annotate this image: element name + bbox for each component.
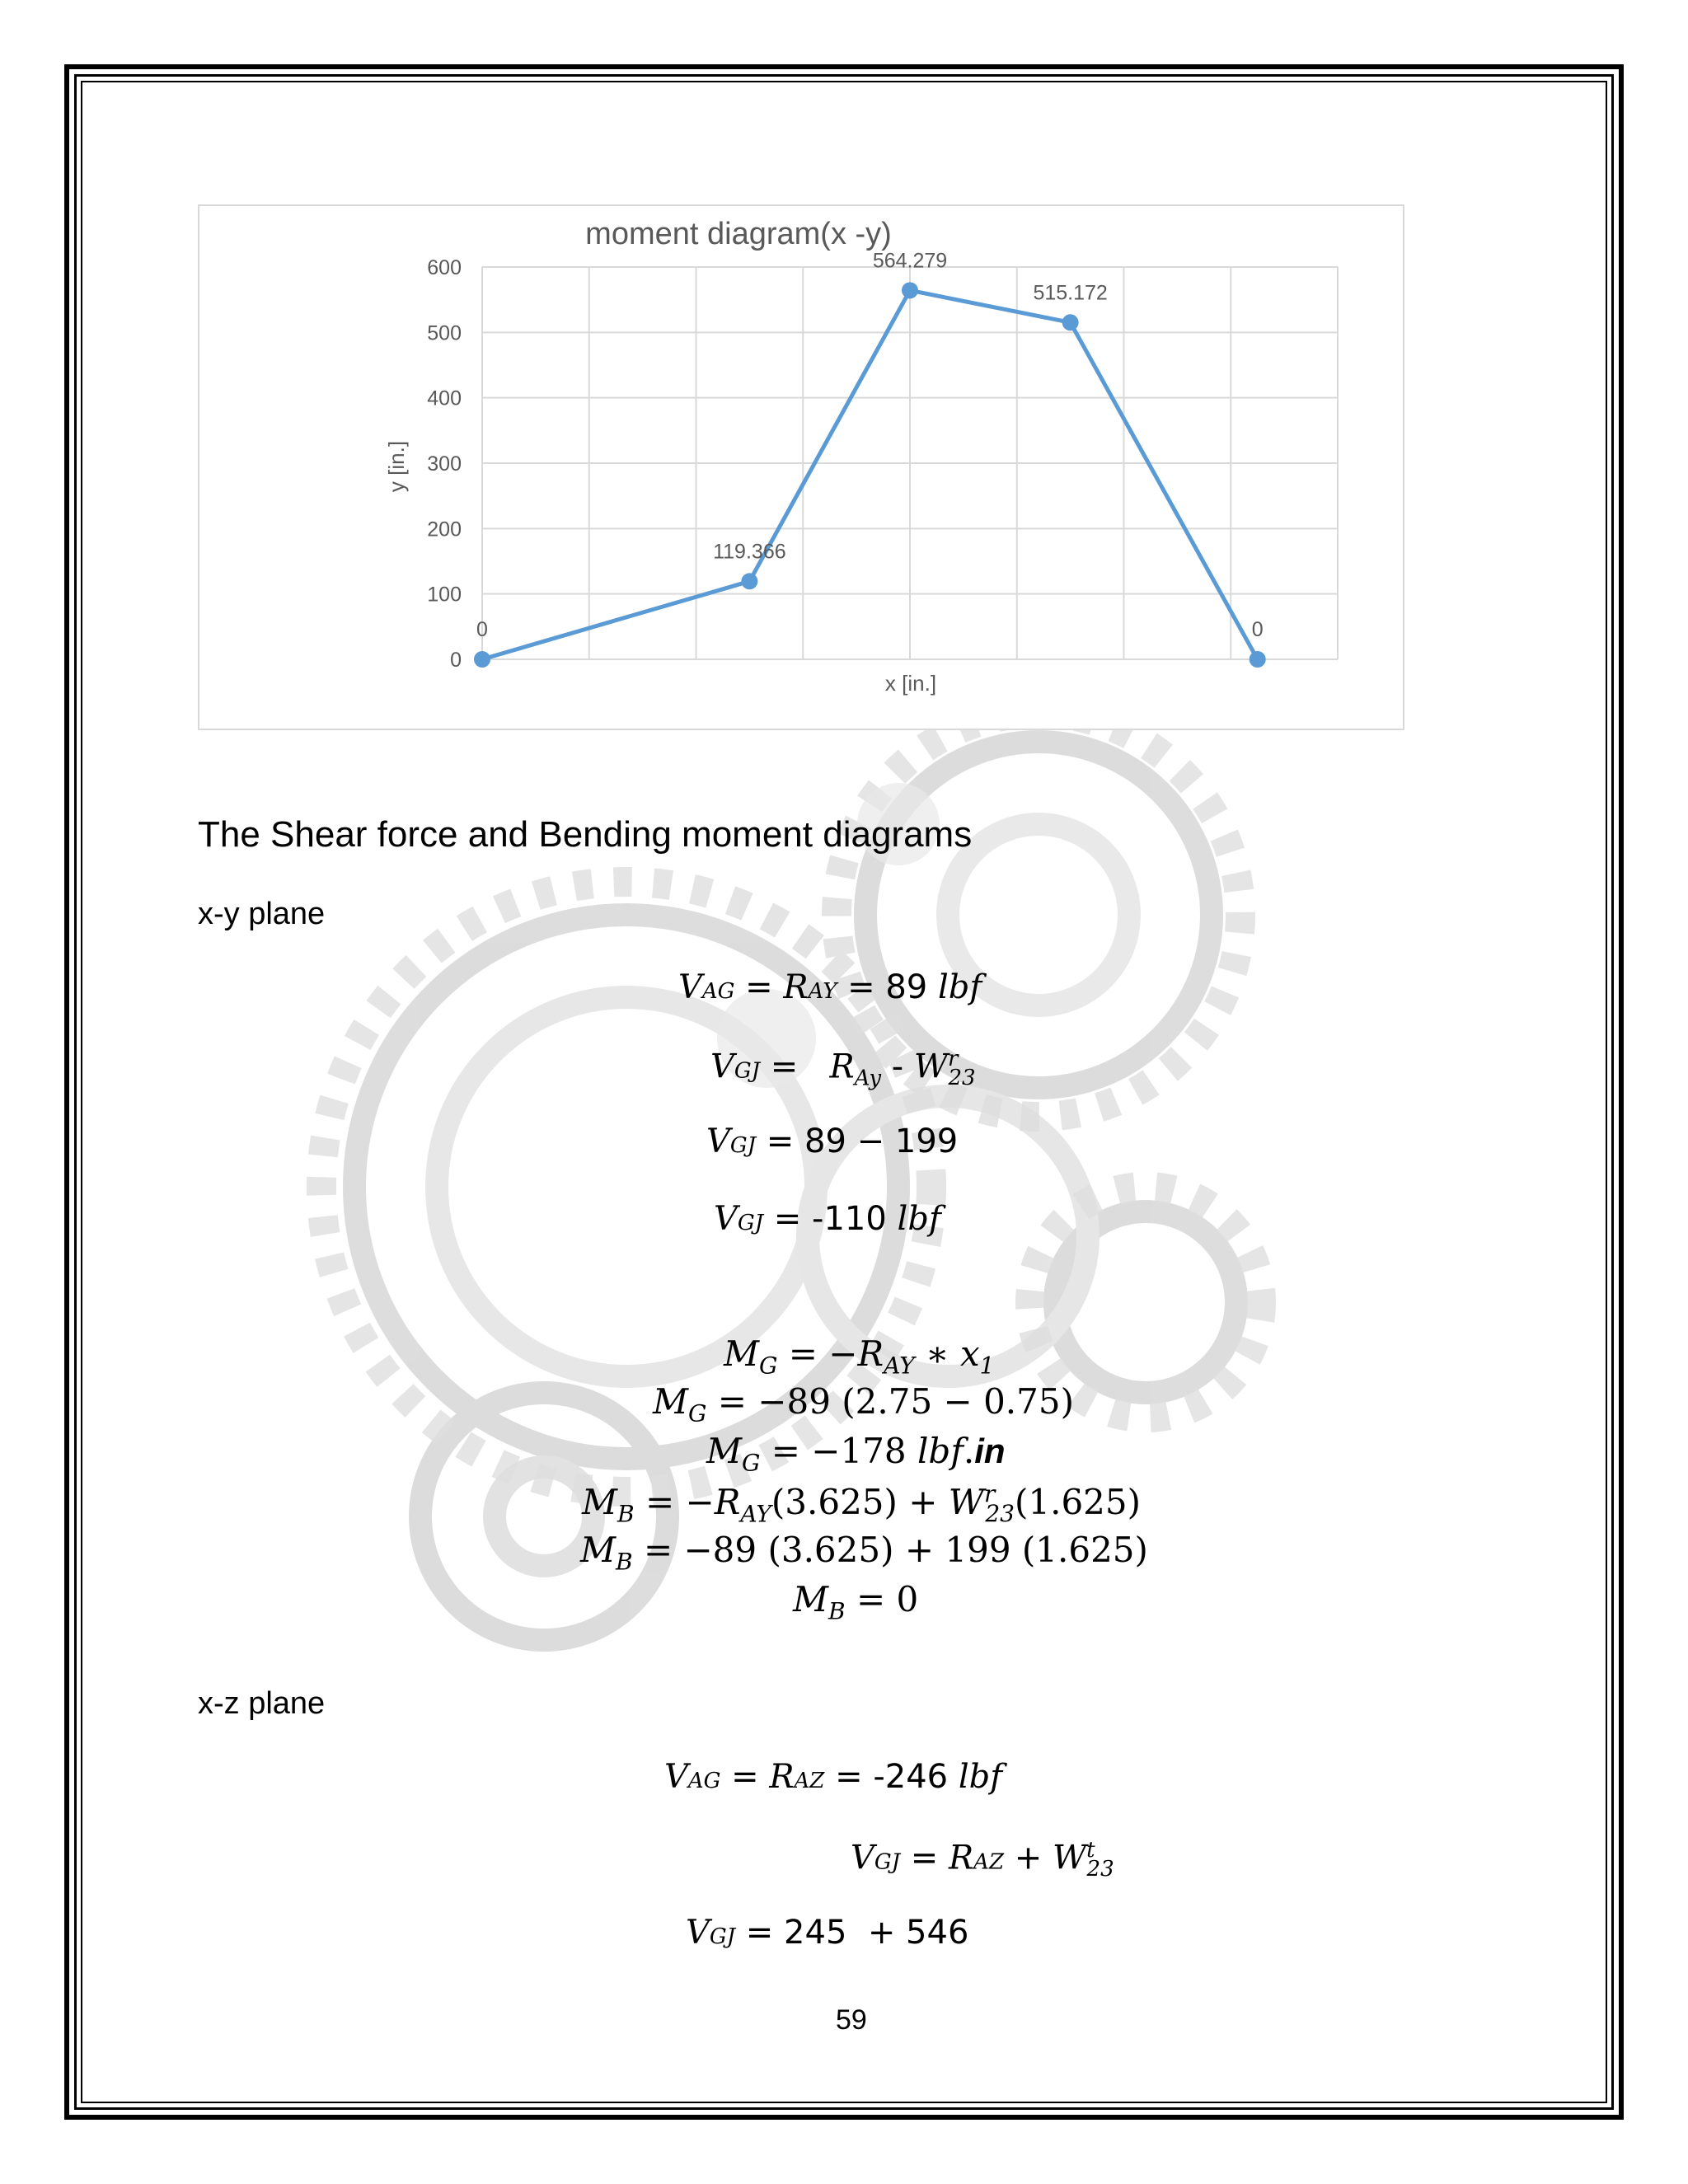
equation-vgj-xz-formula: VGJ = RAZ + $W^t_{23}$ [851, 1838, 1114, 1882]
chart-y-tick-label: 500 [427, 321, 462, 345]
chart-y-tick-label: 400 [427, 387, 462, 410]
equation-mg-numeric: $M_G = -89$ (2.75 − 0.75) [653, 1381, 1074, 1427]
equation-vag-xy: VAG = RAY = 89 lbf [678, 968, 982, 1006]
equation-mg-formula: $M_G = -R_{AY}$ ∗ $x_1$ [724, 1333, 995, 1380]
chart-y-tick-label: 0 [450, 649, 462, 672]
chart-data-label: 515.172 [1033, 281, 1108, 305]
chart-series-line [482, 290, 1258, 659]
chart-y-tick-label: 600 [427, 256, 462, 279]
chart-data-point [902, 282, 918, 298]
chart-data-point [741, 573, 757, 589]
equation-vgj-xy-result: VGJ = -110 lbf [714, 1200, 941, 1238]
equation-mb-numeric: $M_B = -89$ (3.625) + 199 (1.625) [580, 1530, 1148, 1576]
chart-data-point [1250, 651, 1266, 668]
equation-vag-xz: VAG = RAZ = -246 lbf [664, 1758, 1003, 1796]
chart-data-label: 0 [476, 618, 488, 641]
chart-data-label: 564.279 [872, 249, 948, 273]
section-heading: The Shear force and Bending moment diagrams [198, 814, 973, 855]
chart-data-label: 119.366 [713, 540, 786, 564]
xz-plane-label: x-z plane [198, 1686, 326, 1721]
equation-mb-formula: $M_B = -R_{AY}(3.625) + W^r_{23}(1.625)$ [582, 1480, 1142, 1528]
xy-plane-label: x-y plane [198, 897, 326, 931]
chart-data-point [1062, 314, 1079, 330]
chart-y-tick-label: 300 [427, 452, 462, 476]
equation-vgj-xy-formula: VGJ = $R_{Ay} - W^r_{23}$ [710, 1047, 976, 1091]
chart-y-axis-label: y [in.] [384, 440, 409, 493]
chart-y-tick-label: 200 [427, 518, 462, 541]
equation-vgj-xy-numeric: VGJ = 89 − 199 [706, 1122, 959, 1160]
equation-mb-result: $M_B = 0$ [793, 1579, 919, 1625]
chart-title: moment diagram(x -y) [585, 217, 892, 251]
equation-vgj-xz-numeric: VGJ = 245 + 546 [686, 1914, 969, 1952]
chart-x-axis-label: x [in.] [884, 671, 937, 696]
equation-mg-result: $M_G = -178$ lbf.in [706, 1431, 1006, 1477]
moment-diagram-chart [198, 204, 1404, 730]
chart-y-tick-label: 100 [427, 583, 462, 607]
page-number: 59 [836, 2004, 867, 2036]
chart-data-label: 0 [1251, 618, 1264, 641]
chart-data-point [474, 651, 490, 668]
